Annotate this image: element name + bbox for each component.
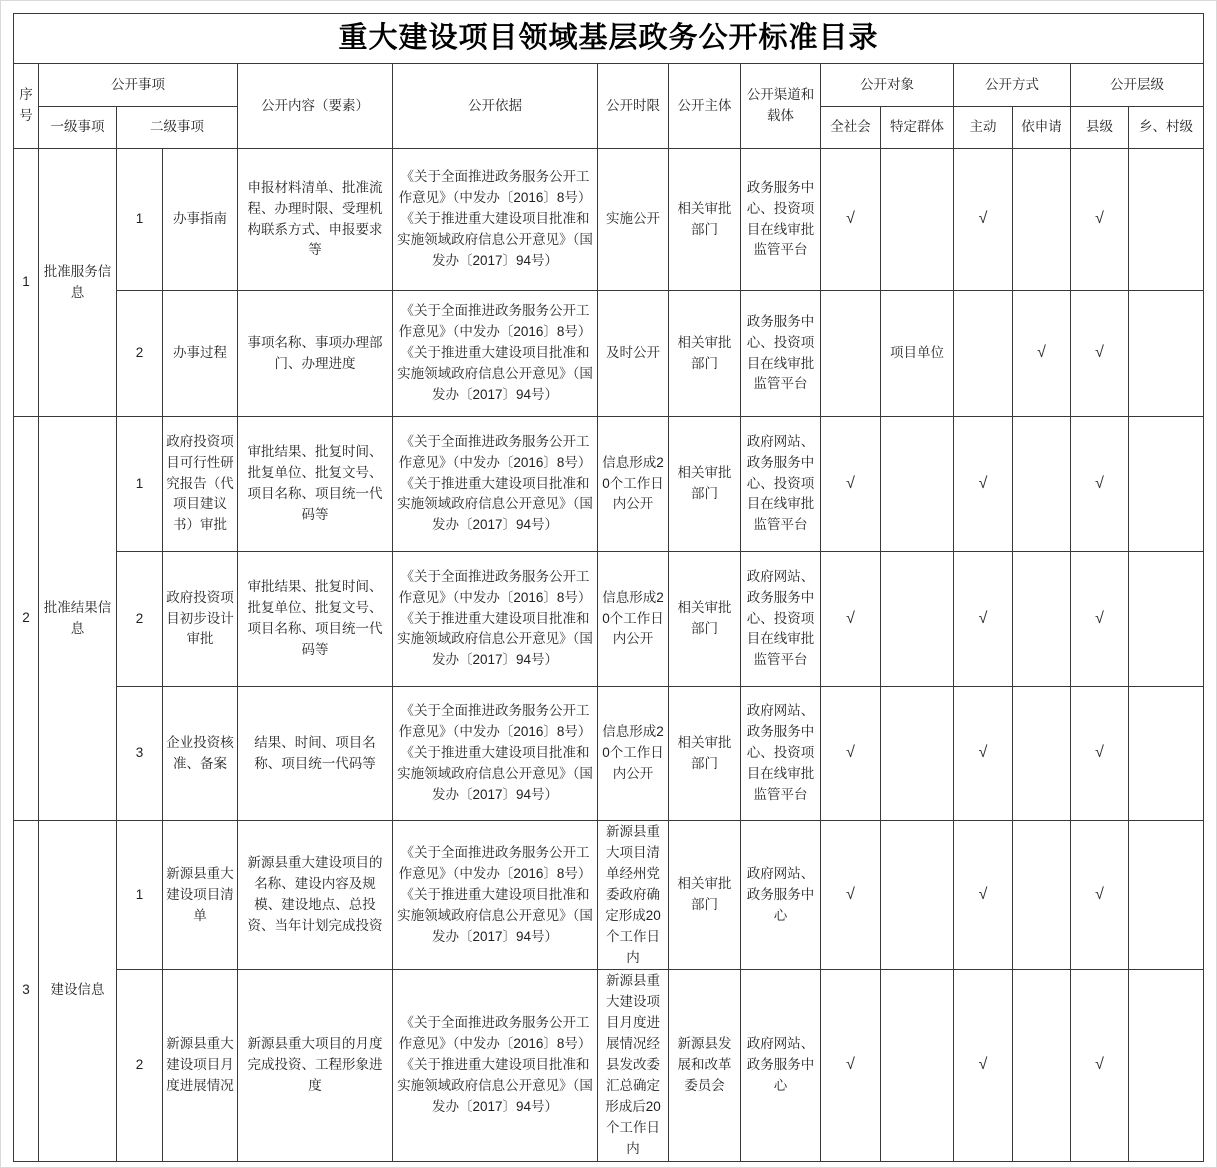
r1-active-check [954, 291, 1013, 417]
r0-content: 申报材料清单、批准流程、办理时限、受理机构联系方式、申报要求等 [238, 149, 393, 291]
r4-request-check [1013, 687, 1071, 821]
col-header-serial: 序号 [14, 64, 39, 149]
r1-channel: 政务服务中心、投资项目在线审批监管平台 [741, 291, 821, 417]
r1-basis: 《关于全面推进政务服务公开工作意见》（中发办〔2016〕8号）《关于推进重大建设项目批准和实施领域政府信息公开意见》（国发办〔2017〕94号） [393, 291, 598, 417]
r6-channel: 政府网站、政务服务中心 [741, 970, 821, 1161]
r3-time: 信息形成20个工作日内公开 [598, 552, 669, 687]
col-header-method: 公开方式 [954, 64, 1071, 107]
col-header-item-level1: 一级事项 [39, 107, 117, 149]
r5-time: 新源县重大项目清单经州党委政府确定形成20个工作日内 [598, 821, 669, 970]
r2-society-check: √ [821, 417, 881, 552]
col-header-item-level2: 二级事项 [117, 107, 238, 149]
r1-time: 及时公开 [598, 291, 669, 417]
r4-basis: 《关于全面推进政务服务公开工作意见》（中发办〔2016〕8号）《关于推进重大建设项目批准和实施领域政府信息公开意见》（国发办〔2017〕94号） [393, 687, 598, 821]
group2-serial: 2 [14, 417, 39, 821]
group2-name: 批准结果信息 [39, 417, 117, 821]
col-header-level-county: 县级 [1071, 107, 1129, 149]
r4-name: 企业投资核准、备案 [163, 687, 238, 821]
r3-content: 审批结果、批复时间、批复单位、批复文号、项目名称、项目统一代码等 [238, 552, 393, 687]
r1-county-check: √ [1071, 291, 1129, 417]
r6-num: 2 [117, 970, 163, 1161]
col-header-time: 公开时限 [598, 64, 669, 149]
group1-serial: 1 [14, 149, 39, 417]
col-header-content: 公开内容（要素） [238, 64, 393, 149]
col-header-level: 公开层级 [1071, 64, 1204, 107]
r2-channel: 政府网站、政务服务中心、投资项目在线审批监管平台 [741, 417, 821, 552]
r5-content: 新源县重大建设项目的名称、建设内容及规模、建设地点、总投资、当年计划完成投资 [238, 821, 393, 970]
r5-channel: 政府网站、政务服务中心 [741, 821, 821, 970]
r4-channel: 政府网站、政务服务中心、投资项目在线审批监管平台 [741, 687, 821, 821]
group1-name: 批准服务信息 [39, 149, 117, 417]
r3-request-check [1013, 552, 1071, 687]
r3-active-check: √ [954, 552, 1013, 687]
r3-subject: 相关审批部门 [669, 552, 741, 687]
r2-county-check: √ [1071, 417, 1129, 552]
r0-name: 办事指南 [163, 149, 238, 291]
r6-basis: 《关于全面推进政务服务公开工作意见》（中发办〔2016〕8号）《关于推进重大建设项目批准和实施领域政府信息公开意见》（国发办〔2017〕94号） [393, 970, 598, 1161]
r1-content: 事项名称、事项办理部门、办理进度 [238, 291, 393, 417]
col-header-audience-specific: 特定群体 [881, 107, 954, 149]
r3-basis: 《关于全面推进政务服务公开工作意见》（中发办〔2016〕8号）《关于推进重大建设项目批准和实施领域政府信息公开意见》（国发办〔2017〕94号） [393, 552, 598, 687]
r2-request-check [1013, 417, 1071, 552]
r6-society-check: √ [821, 970, 881, 1161]
r5-basis: 《关于全面推进政务服务公开工作意见》（中发办〔2016〕8号）《关于推进重大建设项目批准和实施领域政府信息公开意见》（国发办〔2017〕94号） [393, 821, 598, 970]
r1-subject: 相关审批部门 [669, 291, 741, 417]
r0-basis: 《关于全面推进政务服务公开工作意见》（中发办〔2016〕8号）《关于推进重大建设项目批准和实施领域政府信息公开意见》（国发办〔2017〕94号） [393, 149, 598, 291]
r6-subject: 新源县发展和改革委员会 [669, 970, 741, 1161]
r6-village-check [1129, 970, 1204, 1161]
r0-subject: 相关审批部门 [669, 149, 741, 291]
r2-content: 审批结果、批复时间、批复单位、批复文号、项目名称、项目统一代码等 [238, 417, 393, 552]
r1-request-check: √ [1013, 291, 1071, 417]
r6-content: 新源县重大项目的月度完成投资、工程形象进度 [238, 970, 393, 1161]
r0-county-check: √ [1071, 149, 1129, 291]
group3-name: 建设信息 [39, 821, 117, 1162]
r4-num: 3 [117, 687, 163, 821]
r0-num: 1 [117, 149, 163, 291]
page-title: 重大建设项目领域基层政务公开标准目录 [14, 14, 1204, 64]
r5-village-check [1129, 821, 1204, 970]
r3-channel: 政府网站、政务服务中心、投资项目在线审批监管平台 [741, 552, 821, 687]
r6-request-check [1013, 970, 1071, 1161]
r4-time: 信息形成20个工作日内公开 [598, 687, 669, 821]
col-header-channel: 公开渠道和载体 [741, 64, 821, 149]
r2-name: 政府投资项目可行性研究报告（代项目建议书）审批 [163, 417, 238, 552]
col-header-item: 公开事项 [39, 64, 238, 107]
r5-request-check [1013, 821, 1071, 970]
r2-num: 1 [117, 417, 163, 552]
r1-society-check [821, 291, 881, 417]
r3-num: 2 [117, 552, 163, 687]
col-header-audience-all: 全社会 [821, 107, 881, 149]
r4-subject: 相关审批部门 [669, 687, 741, 821]
r0-village-check [1129, 149, 1204, 291]
r4-village-check [1129, 687, 1204, 821]
col-header-basis: 公开依据 [393, 64, 598, 149]
r5-name: 新源县重大建设项目清单 [163, 821, 238, 970]
group3-serial: 3 [14, 821, 39, 1162]
r1-name: 办事过程 [163, 291, 238, 417]
r0-time: 实施公开 [598, 149, 669, 291]
r2-time: 信息形成20个工作日内公开 [598, 417, 669, 552]
r6-county-check: √ [1071, 970, 1129, 1161]
r3-society-check: √ [821, 552, 881, 687]
col-header-audience: 公开对象 [821, 64, 954, 107]
r6-specific [881, 970, 954, 1161]
r5-subject: 相关审批部门 [669, 821, 741, 970]
r5-county-check: √ [1071, 821, 1129, 970]
col-header-level-village: 乡、村级 [1129, 107, 1204, 149]
r4-county-check: √ [1071, 687, 1129, 821]
r3-name: 政府投资项目初步设计审批 [163, 552, 238, 687]
r1-specific: 项目单位 [881, 291, 954, 417]
r4-society-check: √ [821, 687, 881, 821]
col-header-method-active: 主动 [954, 107, 1013, 149]
r4-active-check: √ [954, 687, 1013, 821]
r0-active-check: √ [954, 149, 1013, 291]
r3-specific [881, 552, 954, 687]
r5-active-check: √ [954, 821, 1013, 970]
r6-active-check: √ [954, 970, 1013, 1161]
r4-specific [881, 687, 954, 821]
r3-county-check: √ [1071, 552, 1129, 687]
r0-channel: 政务服务中心、投资项目在线审批监管平台 [741, 149, 821, 291]
r0-society-check: √ [821, 149, 881, 291]
standards-table [13, 13, 1204, 1162]
r1-num: 2 [117, 291, 163, 417]
r2-village-check [1129, 417, 1204, 552]
r6-time: 新源县重大建设项目月度进展情况经县发改委汇总确定形成后20个工作日内 [598, 970, 669, 1161]
r2-basis: 《关于全面推进政务服务公开工作意见》（中发办〔2016〕8号）《关于推进重大建设项目批准和实施领域政府信息公开意见》（国发办〔2017〕94号） [393, 417, 598, 552]
r4-content: 结果、时间、项目名称、项目统一代码等 [238, 687, 393, 821]
r2-active-check: √ [954, 417, 1013, 552]
r5-society-check: √ [821, 821, 881, 970]
r5-specific [881, 821, 954, 970]
col-header-method-request: 依申请 [1013, 107, 1071, 149]
r0-request-check [1013, 149, 1071, 291]
r5-num: 1 [117, 821, 163, 970]
r1-village-check [1129, 291, 1204, 417]
r6-name: 新源县重大建设项目月度进展情况 [163, 970, 238, 1161]
col-header-subject: 公开主体 [669, 64, 741, 149]
r2-specific [881, 417, 954, 552]
r0-specific [881, 149, 954, 291]
r2-subject: 相关审批部门 [669, 417, 741, 552]
r3-village-check [1129, 552, 1204, 687]
